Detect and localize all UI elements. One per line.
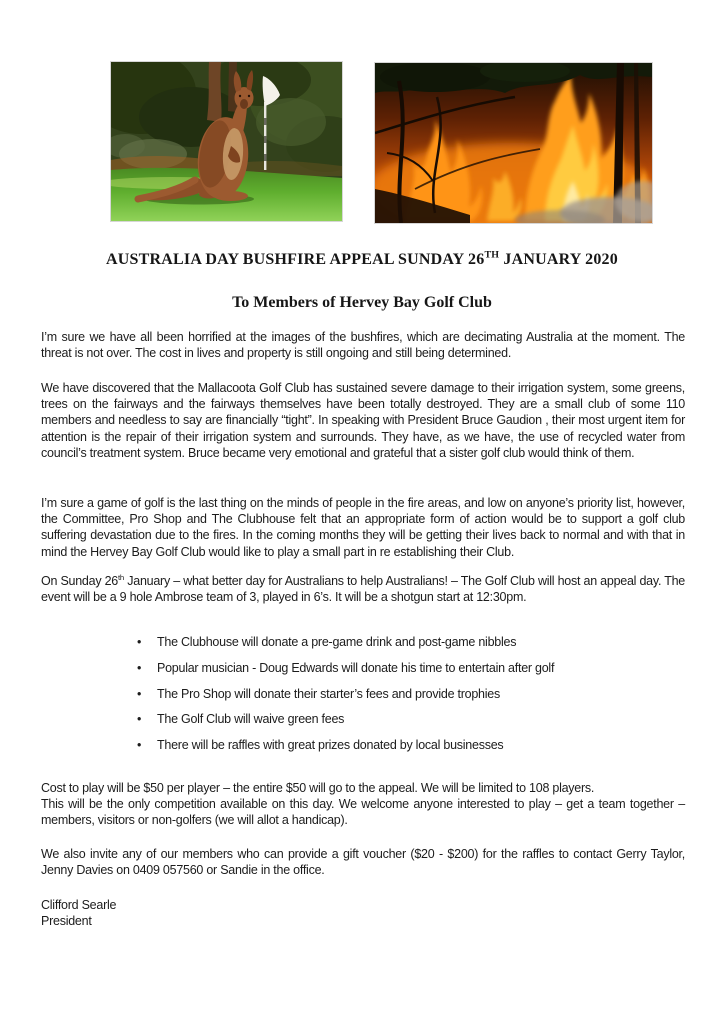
paragraph-intro: I’m sure we have all been horrified at the images of the bushfires, which are decimating Australia at the moment. The threat is not over. The cost in lives and property is still ongoing and still being determined. (41, 330, 685, 361)
list-item-clubhouse: • The Clubhouse will donate a pre-game drink and post-game nibbles (137, 634, 637, 650)
bushfire-illustration (375, 63, 652, 223)
main-heading-tail: JANUARY 2020 (499, 251, 618, 268)
main-heading (0, 250, 724, 270)
donation-list (137, 634, 637, 763)
main-heading-ordinal: TH (484, 249, 500, 261)
cost-line: Cost to play will be $50 per player – the entire $50 will go to the appeal. We will be limited to 108 players. (41, 781, 595, 795)
signature-title: President (41, 914, 92, 929)
event-date-text: On Sunday 26 (41, 574, 119, 588)
list-item-musician: • Popular musician - Doug Edwards will donate his time to entertain after golf (137, 660, 637, 676)
signature-block (41, 897, 116, 929)
photo-bushfire (374, 62, 653, 224)
signature-name: Clifford Searle (41, 898, 117, 912)
paragraph-support-plan: I’m sure a game of golf is the last thing on the minds of people in the fire areas, and low on anyone’s priority list, however, the Committee, Pro Shop and The Clubhouse felt that an appropriate form of action would be to support a golf club suffering devastation due to the fires. In the coming months they will be getting their lives back to normal and with that in mind the Hervey Bay Golf Club would like to play a small part in re establishing their Club. (41, 496, 685, 559)
paragraph-cost (41, 780, 685, 829)
photo-kangaroo-golf (110, 61, 343, 222)
competition-line: This will be the only competition available on this day. We welcome anyone interested to play – get a team together – members, visitors or non-golfers (we will allot a handicap). (41, 797, 685, 828)
main-heading-text: AUSTRALIA DAY BUSHFIRE APPEAL SUNDAY 26 (106, 251, 485, 268)
list-item-pro-shop: • The Pro Shop will donate their starter’s fees and provide trophies (137, 686, 637, 702)
paragraph-raffle-contact: We also invite any of our members who can provide a gift voucher ($20 - $200) for the raffles to contact Gerry Taylor, Jenny Davies on 0409 057560 or Sandie in the office. (41, 847, 685, 878)
paragraph-event-details (41, 573, 685, 605)
paragraph-mallacoota: We have discovered that the Mallacoota Golf Club has sustained severe damage to their irrigation system, some greens, trees on the fairways and the fairways themselves have been totally destroyed. They are a small club of some 110 members and needless to say are financially “tight”. In speaking with President Bruce Gaudion , their most urgent item for attention is the repair of their irrigation system and surrounds. They have, as we have, the use of recycled water from council’s treatment system. Bruce became very emotional and grateful that a sister golf club would think of them. (41, 381, 685, 460)
kangaroo-golf-illustration (111, 62, 342, 221)
subheading: To Members of Hervey Bay Golf Club (232, 294, 492, 311)
event-details-text: January – what better day for Australians to help Australians! – The Golf Club will host an appeal day. The event will be a 9 hole Ambrose team of 3, played in 6’s. It will be a shotgun start at 12:30pm. (41, 574, 685, 605)
list-item-raffles: • There will be raffles with great prizes donated by local businesses (137, 737, 637, 753)
list-item-green-fees: • The Golf Club will waive green fees (137, 711, 637, 727)
event-date-ordinal: th (118, 572, 124, 582)
